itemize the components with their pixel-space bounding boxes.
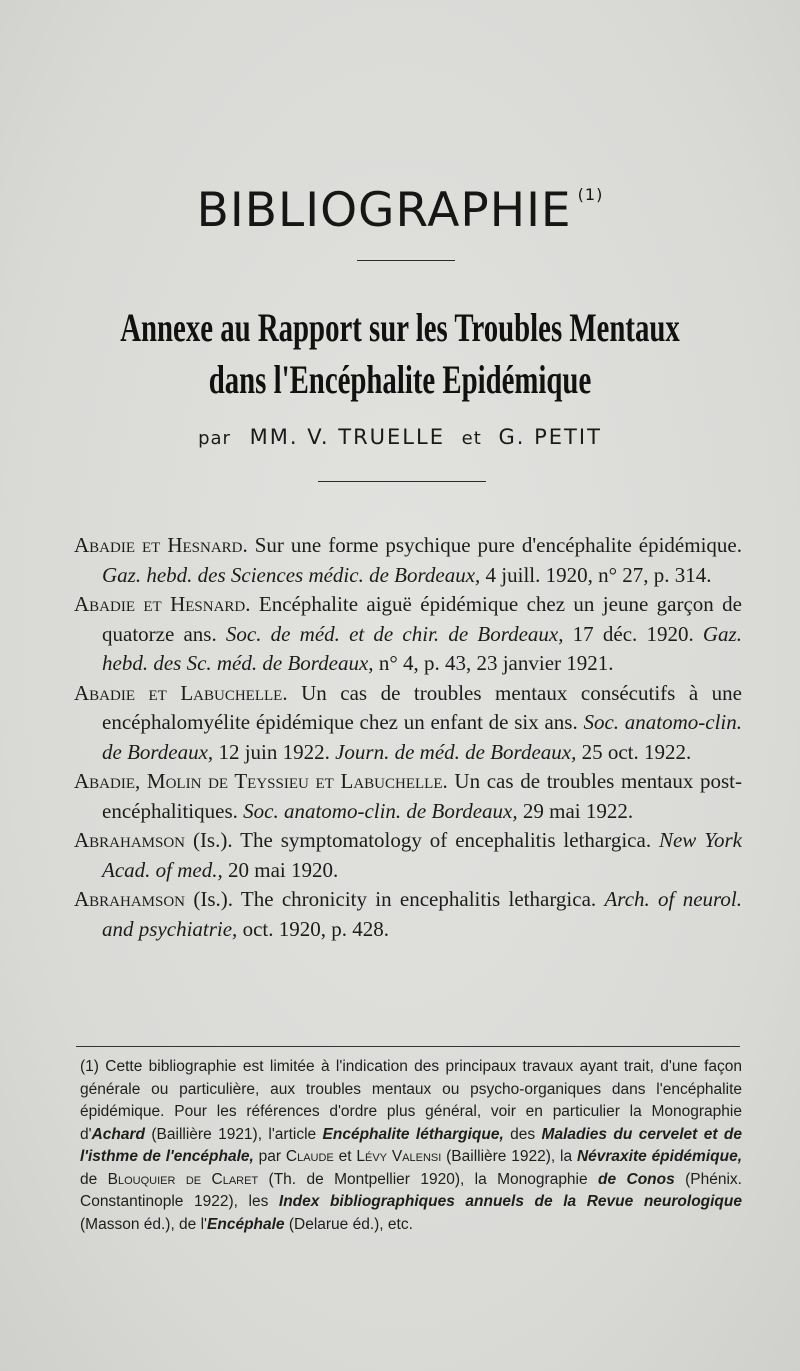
entry-authors: Abadie et Hesnard. — [74, 533, 248, 557]
title-footnote-mark: (1) — [577, 185, 604, 204]
footnote-text: et — [333, 1148, 357, 1165]
bib-entry — [74, 826, 742, 885]
subtitle-line-2: dans l'Encéphalite Epidémique — [208, 357, 592, 402]
entry-authors: Abadie et Labuchelle. — [74, 680, 288, 705]
footnote-text: (Delarue éd.), etc. — [284, 1215, 413, 1233]
entry-journal: Gaz. hebd. des Sc. méd. de Bordeaux, — [102, 621, 742, 675]
authors-prefix: par — [198, 428, 231, 449]
authors-line — [0, 425, 800, 449]
footnote — [80, 1056, 742, 1236]
title-divider — [357, 260, 455, 261]
footnote-text: par — [253, 1148, 286, 1165]
entry-journal: Gaz. hebd. des Sciences médic. de Bordeaux, — [102, 562, 481, 587]
footnote-text: (Th. de Montpellier 1920), la Monographie — [258, 1170, 599, 1188]
entry-authors: Abadie, Molin de Teyssieu et Labuchelle. — [74, 769, 448, 793]
entry-text: 4 juill. 1920, n° 27, p. 314. — [480, 562, 712, 587]
entry-authors: Abadie et Hesnard. — [74, 592, 251, 616]
entry-journal: Arch. of neurol. and psychiatrie, — [102, 887, 742, 941]
footnote-author: Lévy Valensi — [356, 1148, 442, 1165]
authors-and: et — [461, 428, 482, 449]
bibliography-list — [74, 531, 742, 944]
entry-journal: Soc. anatomo-clin. de Bordeaux, — [243, 798, 518, 823]
bib-entry — [74, 767, 742, 826]
footnote-text: (Baillière 1922), la — [441, 1148, 577, 1165]
bib-entry — [74, 679, 742, 768]
footnote-ref: Achard — [91, 1125, 145, 1143]
footnote-author: Blouquier de Claret — [107, 1170, 259, 1188]
footnote-mark: (1) — [80, 1058, 99, 1075]
entry-text: 17 déc. 1920. — [563, 621, 703, 646]
footnote-ref: Maladies du cervelet et de l'isthme de l'encéphale, — [80, 1125, 742, 1165]
authors-divider — [318, 481, 486, 482]
entry-text: 25 oct. 1922. — [576, 739, 692, 764]
entry-text: n° 4, p. 43, 23 janvier 1921. — [373, 651, 614, 675]
entry-text: 29 mai 1922. — [517, 798, 634, 823]
footnote-ref: de Conos — [598, 1170, 675, 1188]
entry-text: Sur une forme psychique pure d'encéphalite épidémique. — [247, 533, 742, 557]
entry-text: 12 juin 1922. — [213, 739, 336, 764]
entry-text: Encéphalite aiguë épidémique chez un jeune garçon de quatorze ans. — [102, 592, 743, 646]
entry-journal: Soc. anatomo-clin. de Bordeaux, — [102, 710, 742, 764]
page-title — [0, 183, 800, 238]
footnote-text: (Phénix. Constantinople 1922), les — [80, 1170, 742, 1210]
footnote-ref: Névraxite épidémique, — [576, 1148, 742, 1165]
entry-text: Un cas de troubles mentaux consécutifs à une encéphalomyélite épidémique chez un enfant de six ans. — [102, 680, 742, 734]
footnote-author: Claude — [285, 1148, 334, 1165]
entry-text: 20 mai 1920. — [222, 857, 339, 882]
entry-authors: Abrahamson — [74, 887, 186, 911]
author-1: V. TRUELLE — [307, 425, 445, 449]
footnote-text: des — [503, 1125, 542, 1143]
entry-journal: Journ. de méd. de Bordeaux, — [335, 739, 577, 764]
bib-entry — [74, 885, 742, 944]
footnote-ref: Encéphale — [207, 1215, 285, 1233]
author-2: G. PETIT — [498, 425, 602, 449]
entry-text: (Is.). The chronicity in encephalitis lethargica. — [185, 887, 605, 911]
footnote-divider — [76, 1046, 740, 1047]
entry-text: (Is.). The symptomatology of encephalitis lethargica. — [185, 828, 659, 852]
entry-authors: Abrahamson — [74, 828, 186, 852]
footnote-text: (Baillière 1921), l'article — [145, 1125, 323, 1143]
title-text: BIBLIOGRAPHIE — [196, 183, 572, 238]
entry-text: Un cas de troubles mentaux post-encéphalitiques. — [102, 769, 742, 823]
footnote-text: Cette bibliographie est limitée à l'indication des principaux travaux ayant trait, d'une façon générale ou particulière, aux troubles mentaux ou psycho-organiques dans l'encéphalite épidémique. Pour les références d'ordre plus général, voir en particulier la Monographie d' — [80, 1058, 742, 1143]
authors-mm: MM. — [249, 425, 299, 449]
footnote-text: (Masson éd.), de l' — [80, 1215, 208, 1233]
entry-journal: Soc. de méd. et de chir. de Bordeaux, — [225, 621, 564, 646]
entry-journal: New York Acad. of med., — [102, 828, 742, 882]
entry-text: oct. 1920, p. 428. — [237, 916, 389, 941]
bib-entry — [74, 590, 742, 679]
subtitle-line-1: Annexe au Rapport sur les Troubles Mentaux — [120, 305, 680, 350]
footnote-ref: Index bibliographiques annuels de la Revue neurologique — [278, 1193, 742, 1210]
footnote-text: de — [80, 1170, 108, 1188]
footnote-ref: Encéphalite léthargique, — [322, 1125, 504, 1143]
bib-entry — [74, 531, 742, 590]
